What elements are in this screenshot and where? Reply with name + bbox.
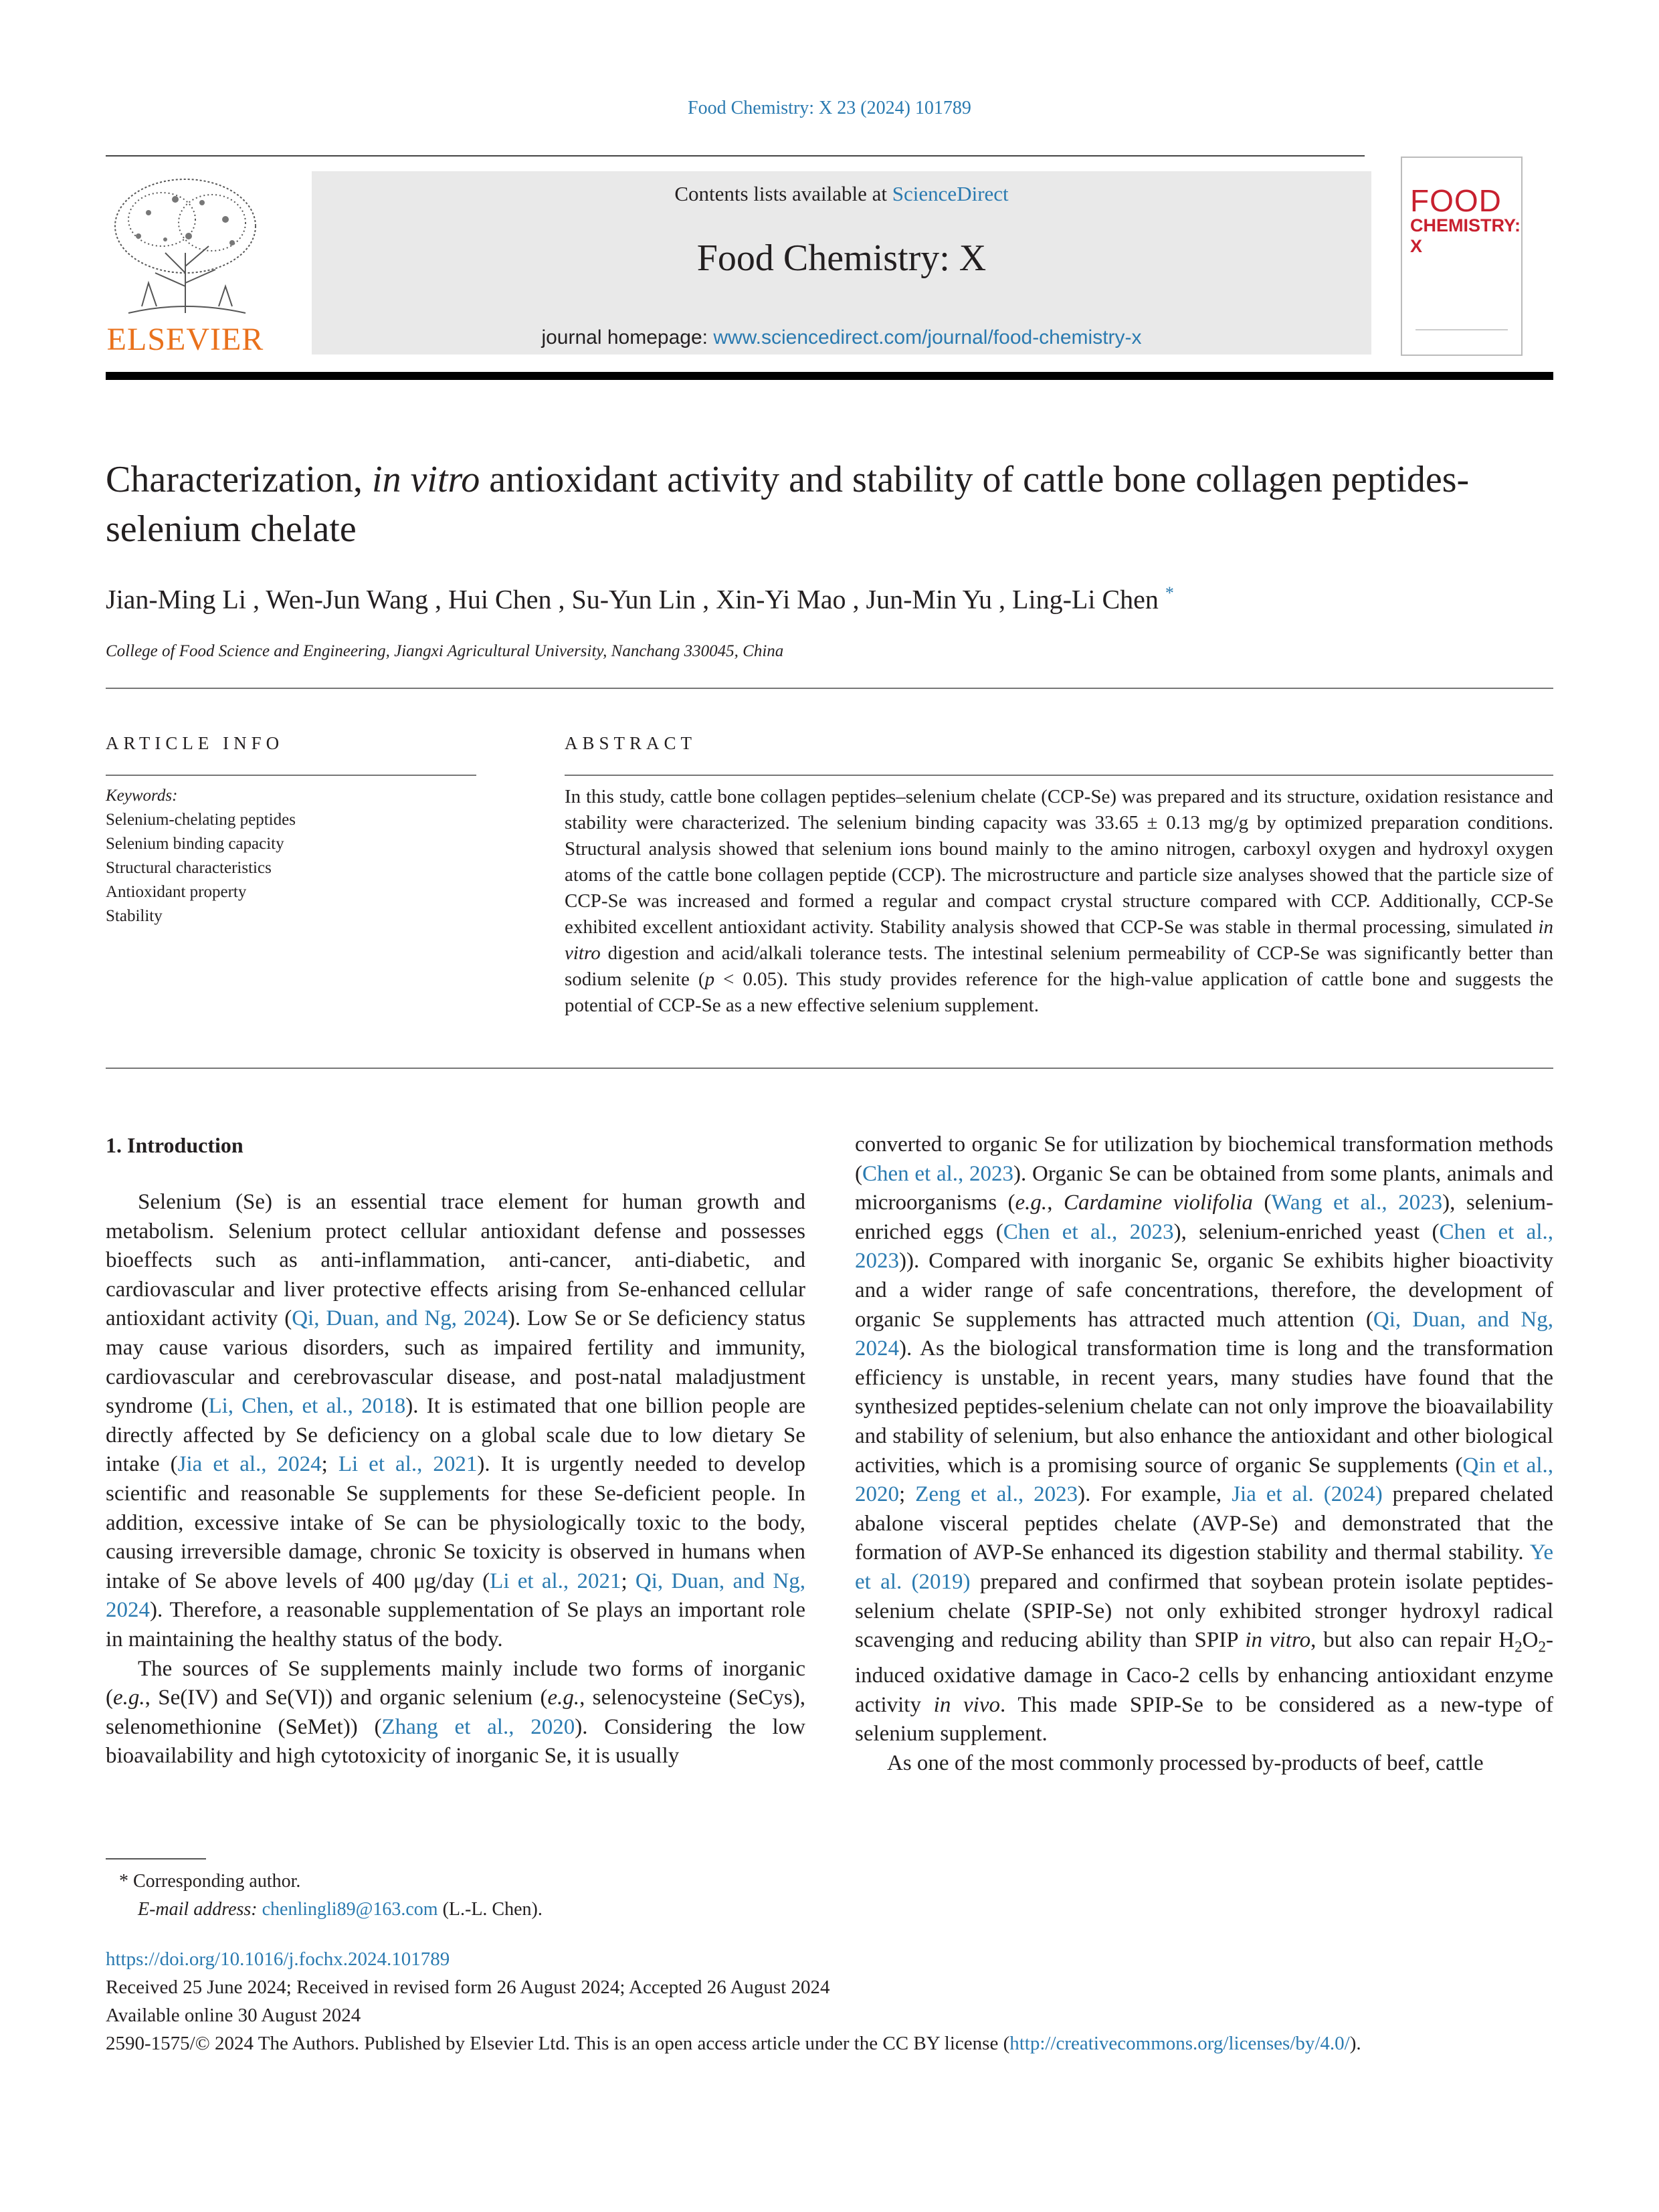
- author[interactable]: Ling-Li Chen: [1012, 584, 1159, 615]
- keyword: Selenium binding capacity: [106, 835, 284, 853]
- footnote-rule: [106, 1858, 206, 1859]
- citation-link[interactable]: Chen et al., 2023: [1003, 1219, 1174, 1244]
- affiliation: College of Food Science and Engineering, Jiangxi Agricultural University, Nanchang 330045, China: [106, 642, 784, 660]
- footnote: [106, 1868, 543, 1924]
- homepage-link[interactable]: www.sciencedirect.com/journal/food-chemistry-x: [713, 326, 1142, 348]
- header-thick-rule: [106, 372, 1553, 380]
- running-citation[interactable]: Food Chemistry: X 23 (2024) 101789: [688, 98, 971, 118]
- journal-homepage: journal homepage: www.sciencedirect.com/journal/food-chemistry-x: [541, 326, 1142, 348]
- publication-info: [106, 1945, 1361, 2057]
- author[interactable]: Xin-Yi Mao: [716, 584, 846, 615]
- keyword: Selenium-chelating peptides: [106, 811, 296, 829]
- journal-title: Food Chemistry: X: [696, 237, 987, 279]
- article-title: Characterization, in vitro antioxidant activity and stability of cattle bone collagen peptides-selenium chelate: [106, 459, 1470, 550]
- body-column-right: [855, 1130, 1553, 1779]
- keywords-label: Keywords:: [106, 787, 178, 805]
- citation-link[interactable]: Qin et al., 2020: [855, 1453, 1553, 1507]
- article-info-heading: ARTICLE INFO: [106, 733, 284, 753]
- citation-link[interactable]: Chen et al., 2023: [855, 1219, 1554, 1274]
- email-note: E-mail address: chenlingli89@163.com (L.-L. Chen).: [138, 1899, 543, 1920]
- corresponding-note: * Corresponding author.: [119, 1871, 301, 1892]
- author[interactable]: Su-Yun Lin: [571, 584, 696, 615]
- author[interactable]: Jian-Ming Li: [106, 584, 246, 615]
- citation-link[interactable]: Qi, Duan, and Ng, 2024: [292, 1306, 508, 1331]
- author[interactable]: Hui Chen: [448, 584, 552, 615]
- keyword: Antioxidant property: [106, 883, 247, 901]
- intro-paragraph-4: As one of the most commonly processed by-products of beef, cattle: [887, 1751, 1484, 1776]
- citation-link[interactable]: Wang et al., 2023: [1271, 1191, 1443, 1215]
- body-column-left: [106, 1188, 805, 1771]
- author[interactable]: Jun-Min Yu: [866, 584, 993, 615]
- cover-footer-rule: [1416, 329, 1508, 330]
- affiliation-rule: [106, 688, 1553, 689]
- elsevier-logo: [102, 173, 269, 360]
- tree-logo-icon: [102, 173, 269, 320]
- abstract-text: In this study, cattle bone collagen peptides–selenium chelate (CCP-Se) was prepared and its structure, oxidation resistance and stability were characterized. The selenium binding capacity was 33.65 ± 0.13 mg/g by optimized preparation conditions. Structural analysis showed that selenium ions bound mainly to the amino nitrogen, carboxyl oxygen and hydroxyl oxygen atoms of the cattle bone collagen peptide (CCP). The microstructure and particle size analyses showed that the particle size of CCP-Se was increased and formed a regular and compact crystal structure compared with CCP. Additionally, CCP-Se exhibited excellent antioxidant activity. Stability analysis showed that CCP-Se was stable in thermal processing, simulated in vitro digestion and acid/alkali tolerance tests. The intestinal selenium permeability of CCP-Se was significantly better than sodium selenite (p < 0.05). This study provides reference for the high-value application of cattle bone and suggests the potential of CCP-Se as a new effective selenium supplement.: [565, 786, 1554, 1016]
- cover-title-food: FOOD: [1410, 183, 1502, 218]
- citation-link[interactable]: Jia et al. (2024): [1232, 1482, 1383, 1507]
- citation-link[interactable]: Li, Chen, et al., 2018: [208, 1394, 406, 1419]
- citation-link[interactable]: Li et al., 2021: [338, 1452, 478, 1477]
- citation-link[interactable]: Qi, Duan, and Ng, 2024: [855, 1307, 1553, 1361]
- email-link[interactable]: chenlingli89@163.com: [262, 1899, 438, 1920]
- section-heading-introduction: 1. Introduction: [106, 1133, 243, 1157]
- keyword: Stability: [106, 907, 163, 925]
- citation-link[interactable]: Zhang et al., 2020: [381, 1714, 575, 1739]
- keywords-list: [106, 808, 296, 928]
- doi-link[interactable]: https://doi.org/10.1016/j.fochx.2024.101789: [106, 1948, 450, 1970]
- citation-link[interactable]: Ye et al. (2019): [855, 1540, 1553, 1594]
- cover-title-chemistry: CHEMISTRY: X: [1410, 215, 1521, 256]
- elsevier-wordmark: ELSEVIER: [106, 322, 264, 357]
- intro-paragraph-3: converted to organic Se for utilization by biochemical transformation methods (Chen et al., 2023). Organic Se can be obtained from some plants, animals and microorganisms (e.g., Cardamine violifolia (Wang et al., 2023), selenium-enriched eggs (Chen et al., 2023), selenium-enriched yeast (Chen et al., 2023)). Compared with inorganic Se, organic Se exhibits higher bioactivity and a wider range of safe concentrations, therefore, the development of organic Se supplements has attracted much attention (Qi, Duan, and Ng, 2024). As the biological transformation time is long and the transformation efficiency is unstable, in recent years, many studies have found that the synthesized peptides-selenium chelate can not only improve the bioavailability and stability of selenium, but also enhance the antioxidant and other biological activities, which is a promising source of organic Se supplements (Qin et al., 2020; Zeng et al., 2023). For example, Jia et al. (2024) prepared chelated abalone visceral peptides chelate (AVP-Se) and demonstrated that the formation of AVP-Se enhanced its digestion stability and thermal stability. Ye et al. (2019) prepared and confirmed that soybean protein isolate peptides-selenium chelate (SPIP-Se) not only exhibited stronger hydroxyl radical scavenging and reducing ability than SPIP in vitro, but also can repair $H_2O_2$-induced oxidative damage in Caco-2 cells by enhancing antioxidant enzyme activity in vivo. This made SPIP-Se to be considered as a new-type of selenium supplement.: [855, 1132, 1554, 1746]
- received-dates: Received 25 June 2024; Received in revised form 26 August 2024; Accepted 26 August 2024: [106, 1977, 830, 1998]
- intro-paragraph-1: Selenium (Se) is an essential trace element for human growth and metabolism. Selenium protect cellular antioxidant defense and possesses bioeffects such as anti-inflammation, anti-cancer, anti-diabetic, and cardiovascular and liver protective effects arising from Se-enhanced cellular antioxidant activity (Qi, Duan, and Ng, 2024). Low Se or Se deficiency status may cause various disorders, such as impaired fertility and immunity, cardiovascular and cerebrovascular disease, and post-natal maladjustment syndrome (Li, Chen, et al., 2018). It is estimated that one billion people are directly affected by Se deficiency on a global scale due to low dietary Se intake (Jia et al., 2024; Li et al., 2021). It is urgently needed to develop scientific and reasonable Se supplements for these Se-deficient people. In addition, excessive intake of Se can be physiologically toxic to the body, causing irreversible damage, chronic Se toxicity is observed in humans when intake of Se above levels of 400 μg/day (Li et al., 2021; Qi, Duan, and Ng, 2024). Therefore, a reasonable supplementation of Se plays an important role in maintaining the healthy status of the body.: [106, 1190, 806, 1651]
- sciencedirect-link[interactable]: ScienceDirect: [892, 182, 1009, 205]
- keyword: Structural characteristics: [106, 859, 272, 877]
- journal-cover[interactable]: [1401, 157, 1523, 356]
- author[interactable]: Wen-Jun Wang: [266, 584, 429, 615]
- intro-paragraph-2: The sources of Se supplements mainly include two forms of inorganic (e.g., Se(IV) and Se(VI)) and organic selenium (e.g., selenocysteine (SeCys), selenomethionine (SeMet)) (Zhang et al., 2020). Considering the low bioavailability and high cytotoxicity of inorganic Se, it is usually: [106, 1656, 806, 1769]
- abstract-bottom-rule: [106, 1068, 1553, 1069]
- article-info-rule: [106, 775, 476, 776]
- citation-link[interactable]: Chen et al., 2023: [862, 1161, 1013, 1186]
- license-link[interactable]: http://creativecommons.org/licenses/by/4.0/: [1009, 2033, 1350, 2054]
- contents-availability: Contents lists available at ScienceDirect: [674, 182, 1009, 205]
- journal-masthead: [312, 171, 1371, 355]
- citation-link[interactable]: Zeng et al., 2023: [915, 1482, 1078, 1507]
- citation-link[interactable]: Li et al., 2021: [490, 1569, 621, 1593]
- abstract-rule: [565, 775, 1553, 776]
- available-online: Available online 30 August 2024: [106, 2005, 361, 2026]
- abstract-heading: ABSTRACT: [565, 733, 697, 753]
- citation-link[interactable]: Jia et al., 2024: [177, 1452, 322, 1477]
- citation-link[interactable]: Qi, Duan, and Ng, 2024: [106, 1569, 805, 1623]
- license-line: 2590-1575/© 2024 The Authors. Published by Elsevier Ltd. This is an open access article under the CC BY license (http://creativecommons.org/licenses/by/4.0/).: [106, 2033, 1361, 2054]
- author-list: Jian-Ming Li , Wen-Jun Wang , Hui Chen , Su-Yun Lin , Xin-Yi Mao , Jun-Min Yu , Ling-Li Chen *: [106, 583, 1174, 615]
- corresponding-author-mark[interactable]: *: [1165, 583, 1174, 603]
- header-top-rule: [106, 155, 1365, 157]
